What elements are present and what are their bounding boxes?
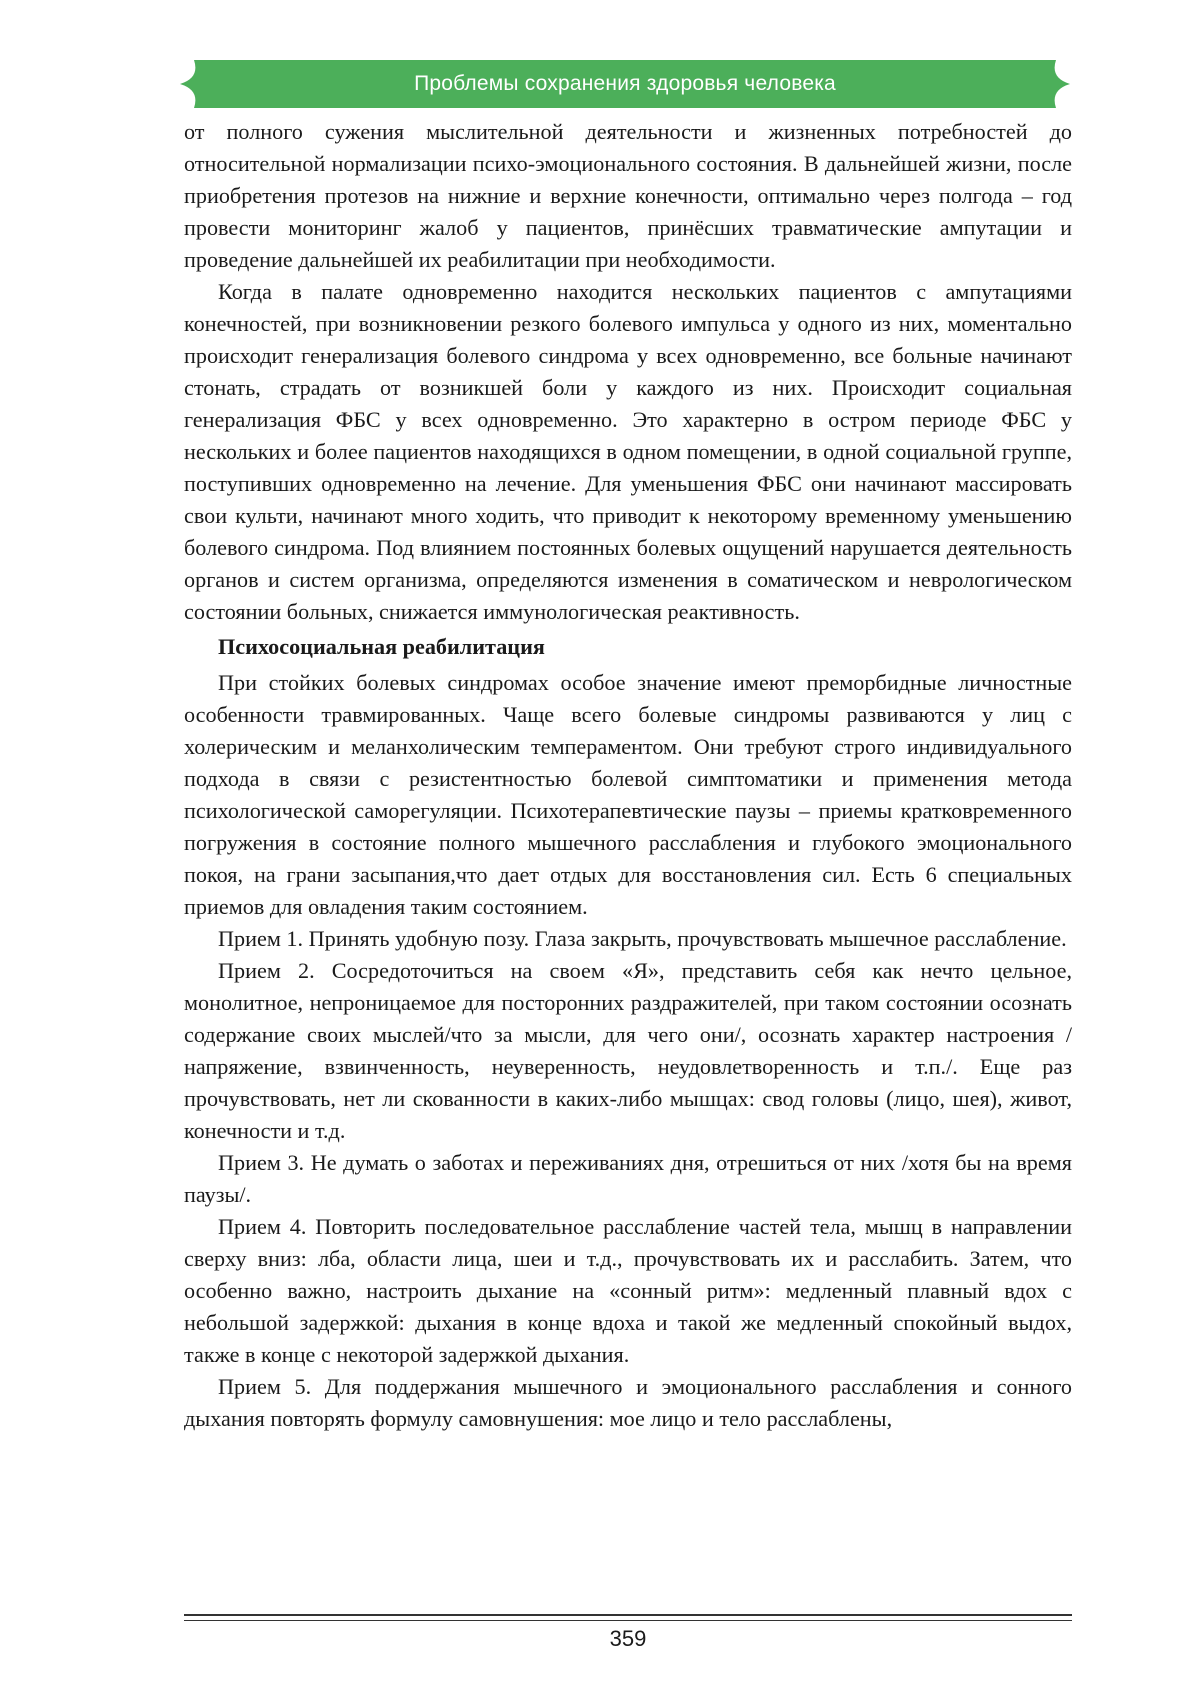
paragraph: от полного сужения мыслительной деятельности и жизненных потребностей до относительной нормализации психо-эмоционального состояния. В дальнейшей жизни, после приобретения протезов на нижние и верхние конечности, оптимально через полгода – год провести мониторинг жалоб у пациентов, принёсших травматические ампутации и проведение дальнейшей их реабилитации при необходимости. xyxy=(184,119,1072,272)
paragraph: Прием 5. Для поддержания мышечного и эмоционального расслабления и сонного дыхания повторять формулу самовнушения: мое лицо и тело расслаблены, xyxy=(184,1374,1072,1431)
footer-rule-thick xyxy=(184,1614,1072,1616)
header-title: Проблемы сохранения здоровья человека xyxy=(414,72,836,95)
paragraph: Прием 1. Принять удобную позу. Глаза закрыть, прочувствовать мышечное расслабление. xyxy=(218,926,1067,951)
footer-rule-thin xyxy=(184,1620,1072,1621)
paragraph: Прием 4. Повторить последовательное расслабление частей тела, мышц в направлении сверху вниз: лба, области лица, шеи и т.д., прочувствовать их и расслабить. Затем, что особенно важно, настроить дыхание на «сонный ритм»: медленный плавный вдох с небольшой задержкой: дыхания в конце вдоха и такой же медленный спокойный выдох, также в конце с некоторой задержкой дыхания. xyxy=(184,1214,1072,1367)
paragraph: Прием 3. Не думать о заботах и переживаниях дня, отрешиться от них /хотя бы на время паузы/. xyxy=(184,1150,1072,1207)
page-number: 359 xyxy=(609,1626,647,1651)
paragraph: При стойких болевых синдромах особое значение имеют преморбидные личностные особенности травмированных. Чаще всего болевые синдромы развиваются у лиц с холерическим и меланхолическим темпераментом. Они требуют строго индивидуального подхода в связи с резистентностью болевой симптоматики и применения метода психологической саморегуляции. Психотерапевтические паузы – приемы кратковременного погружения в состояние полного мышечного расслабления и глубокого эмоционального покоя, на грани засыпания,что дает отдых для восстановления сил. Есть 6 специальных приемов для овладения таким состоянием. xyxy=(184,670,1072,919)
paragraph: Прием 2. Сосредоточиться на своем «Я», представить себя как нечто цельное, монолитное, непроницаемое для посторонних раздражителей, при таком состоянии осознать содержание своих мыслей/что за мысли, для чего они/, осознать характер настроения /напряжение, взвинченность, неуверенность, неудовлетворенность и т.п./. Еще раз прочувствовать, нет ли скованности в каких-либо мышцах: свод головы (лицо, шея), живот, конечности и т.д. xyxy=(184,958,1072,1143)
page-body xyxy=(184,116,1072,1435)
running-header xyxy=(180,60,1070,108)
section-heading: Психосоциальная реабилитация xyxy=(218,634,545,659)
footer-rule xyxy=(184,1614,1072,1621)
paragraph: Когда в палате одновременно находится нескольких пациентов с ампутациями конечностей, при возникновении резкого болевого импульса у одного из них, моментально происходит генерализация болевого синдрома у всех одновременно, все больные начинают стонать, страдать от возникшей боли у каждого из них. Происходит социальная генерализация ФБС у всех одновременно. Это характерно в остром периоде ФБС у нескольких и более пациентов находящихся в одном помещении, в одной социальной группе, поступивших одновременно на лечение. Для уменьшения ФБС они начинают массировать свои культи, начинают много ходить, что приводит к некоторому временному уменьшению болевого синдрома. Под влиянием постоянных болевых ощущений нарушается деятельность органов и систем организма, определяются изменения в соматическом и неврологическом состоянии больных, снижается иммунологическая реактивность. xyxy=(184,279,1072,624)
